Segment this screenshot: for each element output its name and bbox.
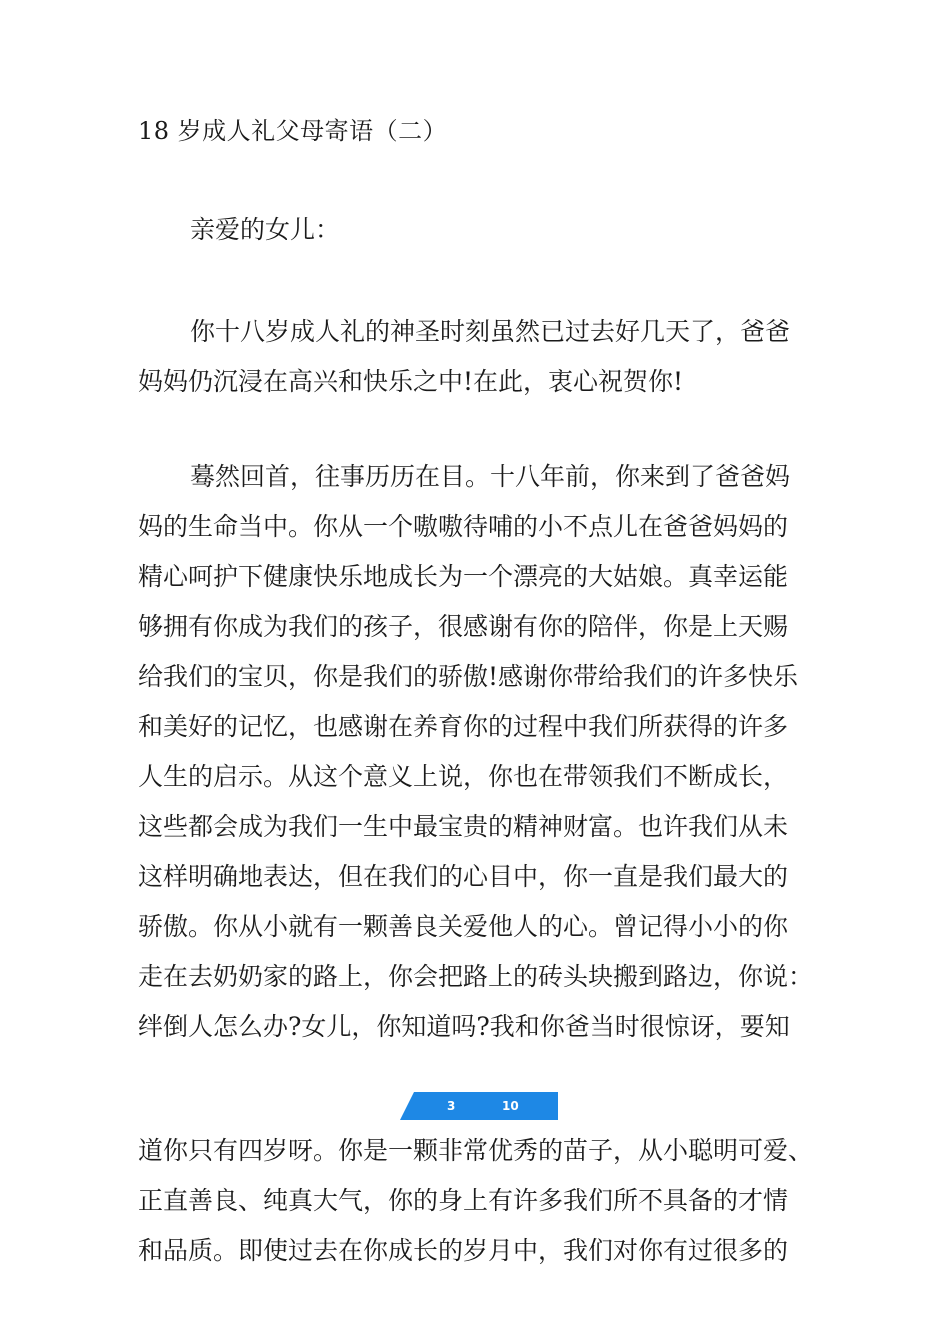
page-indicator — [400, 1092, 558, 1120]
text-line: 这些都会成为我们一生中最宝贵的精神财富。也许我们从未 — [138, 812, 789, 841]
page-indicator-background — [400, 1092, 558, 1120]
text-line: 人生的启示。从这个意义上说，你也在带领我们不断成长， — [138, 762, 789, 791]
letter-greeting: 亲爱的女儿： — [190, 215, 341, 244]
text-line: 精心呵护下健康快乐地成长为一个漂亮的大姑娘。真幸运能 — [138, 562, 789, 591]
text-line: 蓦然回首，往事历历在目。十八年前，你来到了爸爸妈 — [190, 462, 791, 491]
text-line: 和美好的记忆，也感谢在养育你的过程中我们所获得的许多 — [138, 712, 789, 741]
text-line: 够拥有你成为我们的孩子，很感谢有你的陪伴，你是上天赐 — [138, 612, 789, 641]
text-line: 正直善良、纯真大气，你的身上有许多我们所不具备的才情 — [138, 1186, 789, 1215]
text-line: 你十八岁成人礼的神圣时刻虽然已过去好几天了，爸爸 — [190, 317, 791, 346]
total-page-count: 10 — [502, 1099, 519, 1113]
text-line: 这样明确地表达，但在我们的心目中，你一直是我们最大的 — [138, 862, 789, 891]
paragraph-1 — [138, 307, 818, 407]
text-line: 走在去奶奶家的路上，你会把路上的砖头块搬到路边，你说： — [138, 962, 814, 991]
text-line: 绊倒人怎么办?女儿，你知道吗?我和你爸当时很惊讶，要知 — [138, 1012, 790, 1041]
document-title: 18 岁成人礼父母寄语（二） — [138, 117, 448, 145]
text-line: 道你只有四岁呀。你是一颗非常优秀的苗子，从小聪明可爱、 — [138, 1136, 814, 1165]
current-page-number: 3 — [447, 1099, 456, 1113]
text-line: 妈妈仍沉浸在高兴和快乐之中!在此，衷心祝贺你! — [138, 367, 684, 396]
text-line: 和品质。即使过去在你成长的岁月中，我们对你有过很多的 — [138, 1236, 789, 1265]
paragraph-3 — [138, 1126, 818, 1276]
text-line: 给我们的宝贝，你是我们的骄傲!感谢你带给我们的许多快乐 — [138, 662, 799, 691]
text-line: 骄傲。你从小就有一颗善良关爱他人的心。曾记得小小的你 — [138, 912, 789, 941]
text-line: 妈的生命当中。你从一个嗷嗷待哺的小不点儿在爸爸妈妈的 — [138, 512, 789, 541]
paragraph-2 — [138, 452, 818, 1052]
